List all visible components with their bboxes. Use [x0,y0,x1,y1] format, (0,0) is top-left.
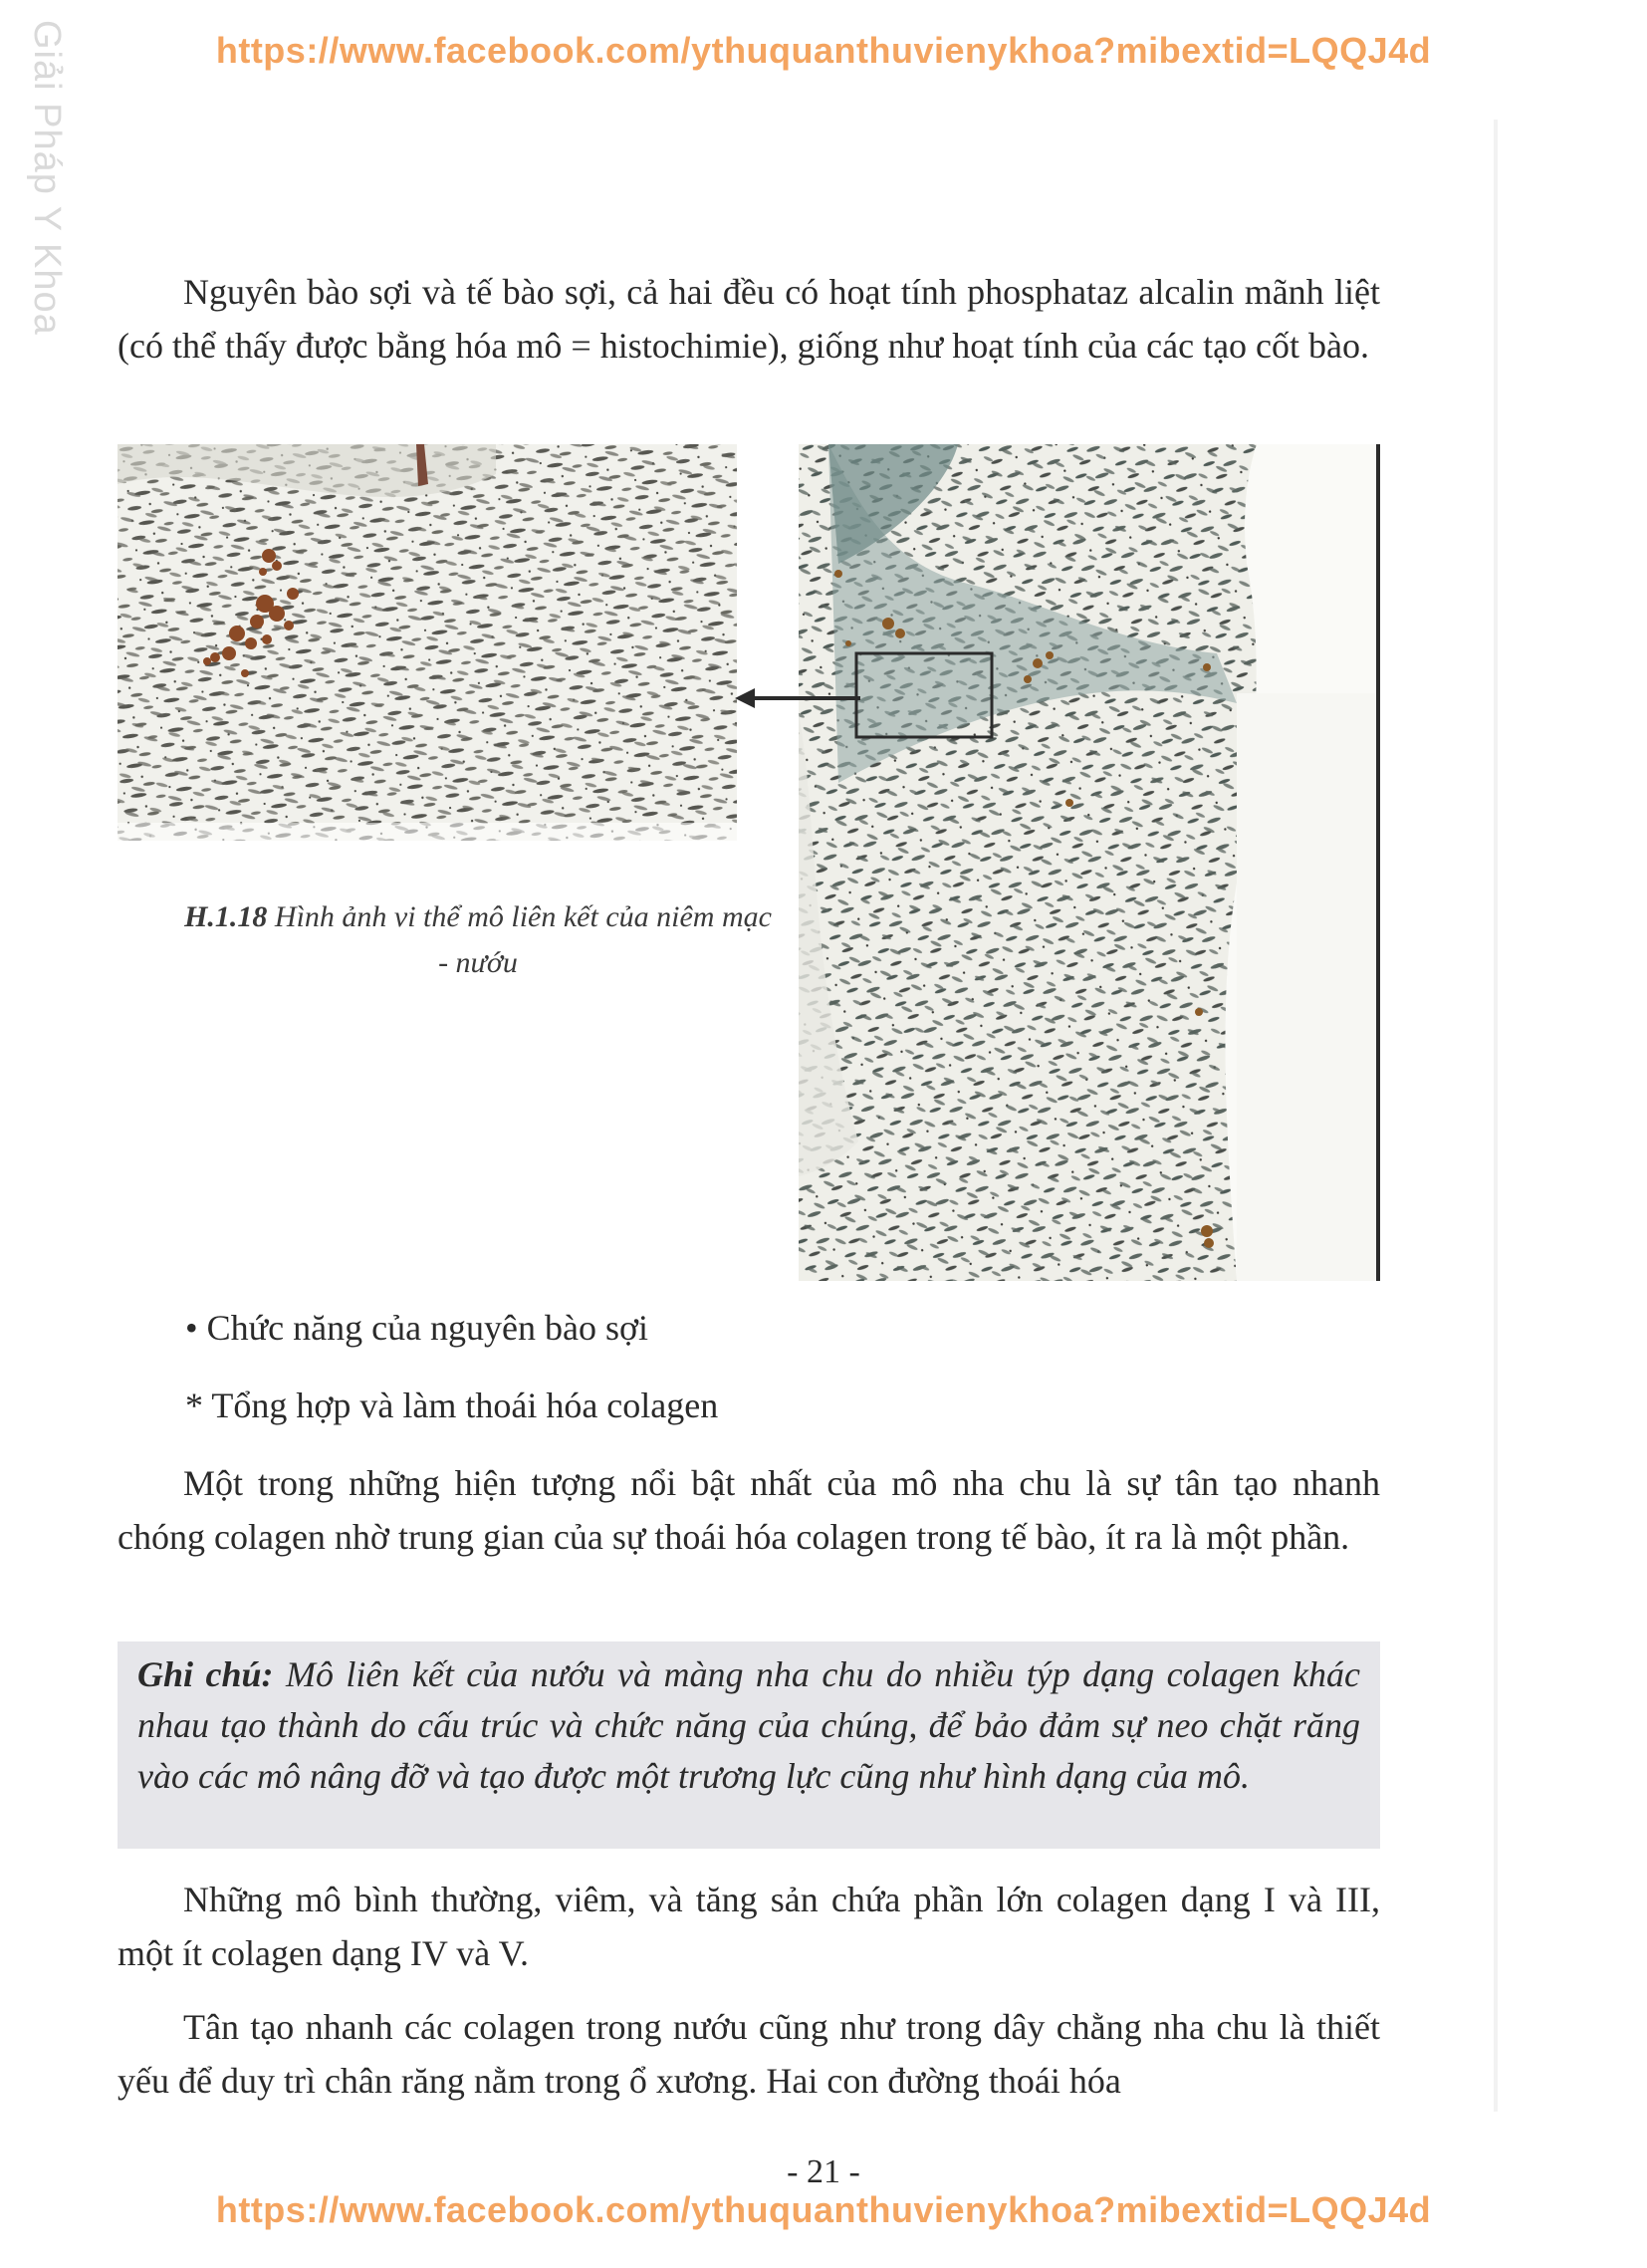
figure-caption-text: Hình ảnh vi thể mô liên kết của niêm mạc - nướu [274,900,772,979]
arrow-left-icon [733,683,862,713]
bullet-collagen-synthesis: * Tổng hợp và làm thoái hóa colagen [185,1386,719,1425]
scan-edge-line [1494,120,1498,2112]
micrograph-detail-svg [118,444,737,841]
note-box [118,1641,1380,1849]
figure-caption [179,894,777,986]
note-label: Ghi chú: [137,1654,274,1694]
micrograph-overview-svg [799,444,1380,1281]
side-watermark-label: Giải Pháp Y Khoa [26,20,68,336]
paragraph-collagen-renewal: Một trong những hiện tượng nổi bật nhất của mô nha chu là sự tân tạo nhanh chóng colagen nhờ trung gian của sự thoái hóa colagen trong tế bào, ít ra là một phần. [118,1463,1380,1557]
bullet-fibroblast-function: • Chức năng của nguyên bào sợi [185,1308,649,1348]
footer-url-link[interactable]: https://www.facebook.com/ythuquanthuvienykhoa?mibextid=LQQJ4d [215,2189,1432,2230]
micrograph-detail-image [118,444,737,841]
page-number: - 21 - [787,2153,860,2190]
paragraph-collagen-types: Những mô bình thường, viêm, và tăng sản chứa phần lớn colagen dạng I và III, một ít colagen dạng IV và V. [118,1880,1380,1973]
paragraph-intro: Nguyên bào sợi và tế bào sợi, cả hai đều có hoạt tính phosphataz alcalin mãnh liệt (có thể thấy được bằng hóa mô = histochimie), giống như hoạt tính của các tạo cốt bào. [118,272,1380,366]
note-text: Mô liên kết của nướu và màng nha chu do nhiều týp dạng colagen khác nhau tạo thành do cấu trúc và chức năng của chúng, để bảo đảm sự neo chặt răng vào các mô nâng đỡ và tạo được một trương lực cũng như hình dạng của mô. [137,1654,1361,1796]
header-url-link[interactable]: https://www.facebook.com/ythuquanthuvienykhoa?mibextid=LQQJ4d [215,30,1432,71]
paragraph-collagen-degradation: Tân tạo nhanh các colagen trong nướu cũng như trong dây chằng nha chu là thiết yếu để duy trì chân răng nằm trong ổ xương. Hai con đường thoái hóa [118,2007,1380,2101]
figure-label: H.1.18 [184,900,268,933]
micrograph-overview-image [799,444,1380,1281]
